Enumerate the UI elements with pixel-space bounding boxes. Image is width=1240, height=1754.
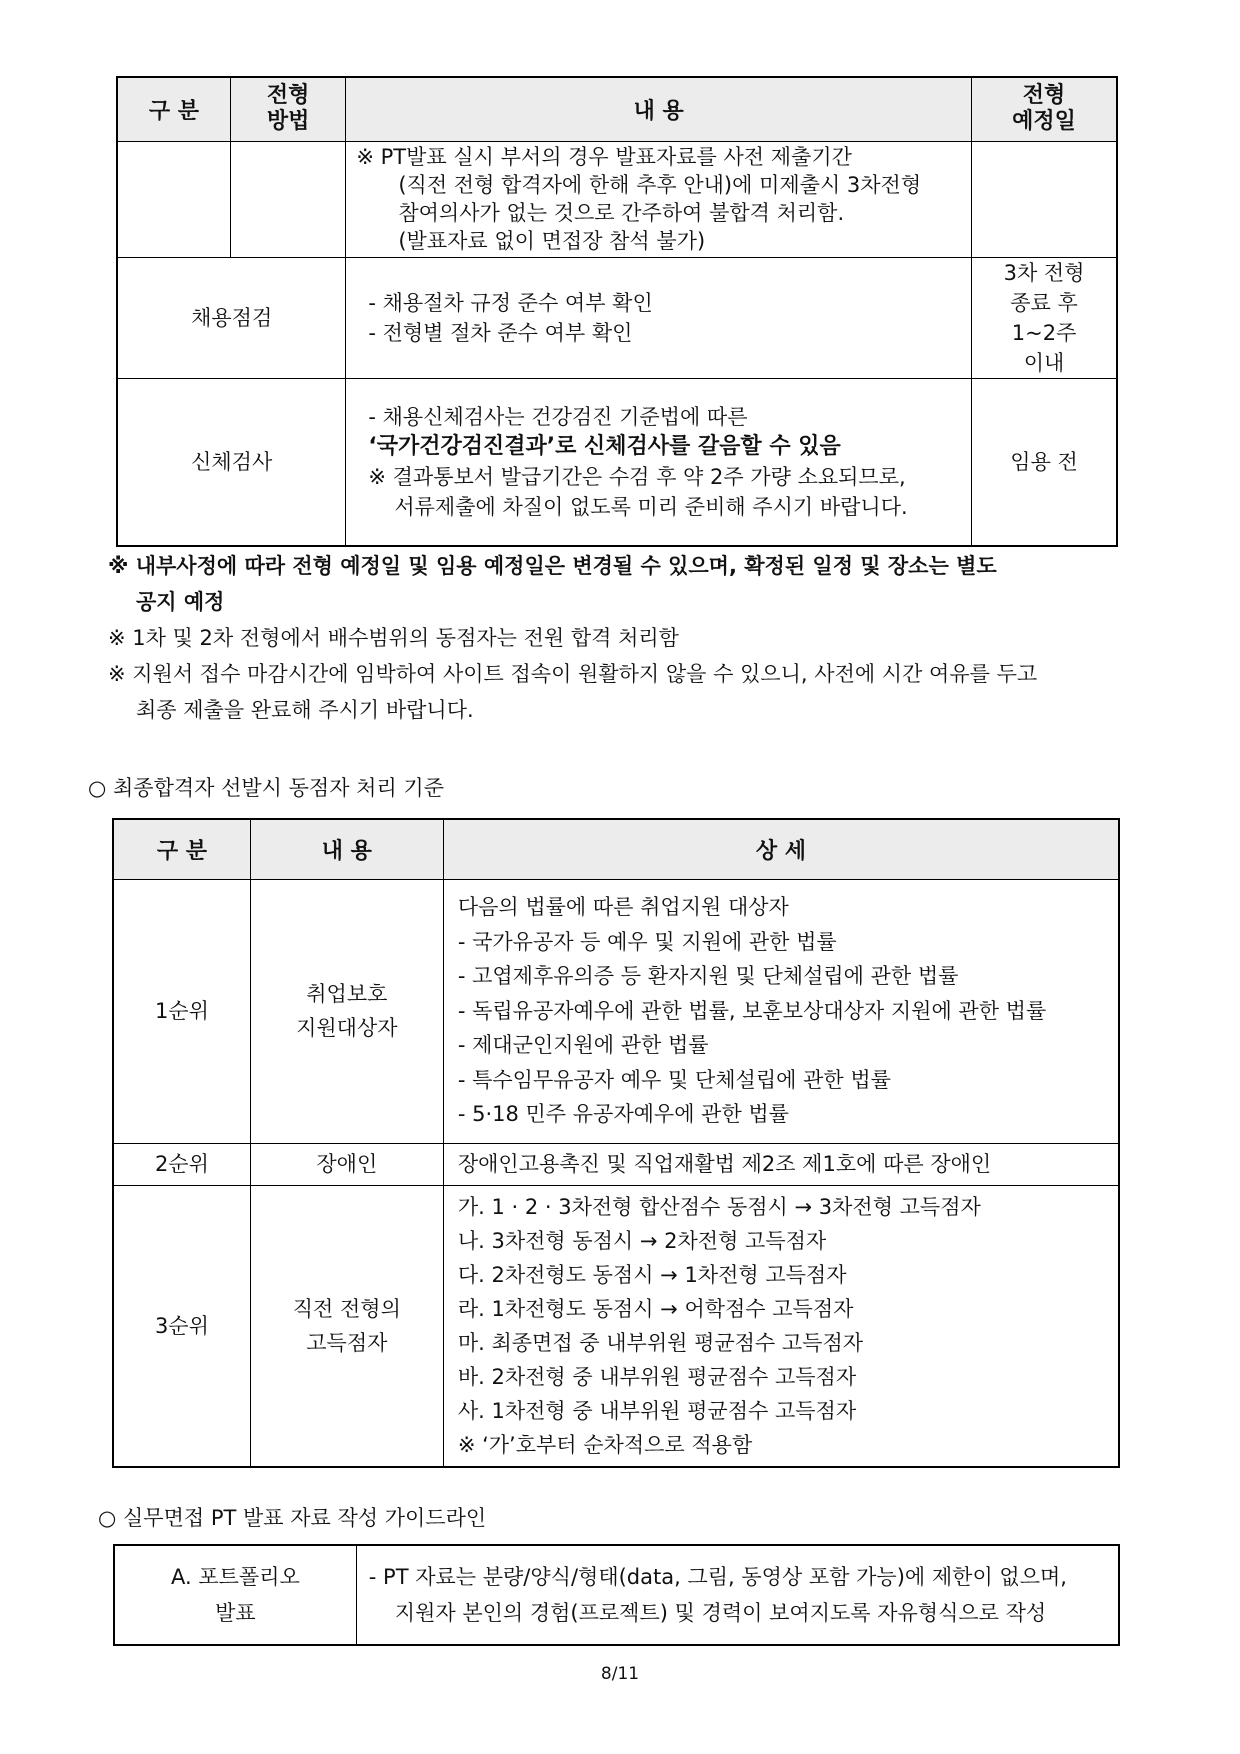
- date-line: 종료 후: [1010, 290, 1078, 315]
- row-category: 채용점검: [117, 257, 346, 378]
- empty-cell: [972, 141, 1117, 257]
- rank-cell: 1순위: [113, 879, 250, 1143]
- header-content: 내 용: [250, 819, 443, 879]
- pt-note-line: (발표자료 없이 면접장 참석 불가): [398, 229, 706, 253]
- header-method-line: 전형: [266, 83, 310, 109]
- header-method: [230, 77, 345, 141]
- header-date-line: 전형: [1022, 83, 1066, 109]
- detail-line: - 독립유공자예우에 관한 법률, 보훈보상대상자 지원에 관한 법률: [457, 998, 1047, 1023]
- pt-note-cell: [346, 141, 972, 257]
- row-date: [972, 378, 1117, 546]
- section-title-tiebreak: ○ 최종합격자 선발시 동점자 처리 기준: [88, 776, 444, 800]
- pt-content-line: - PT 자료는 분량/양식/형태(data, 그림, 동영상 포함 가능)에 제한이 없으며,: [368, 1565, 1067, 1589]
- content-line: ‘국가건강검진결과’로 신체검사를 갈음할 수 있음: [368, 433, 841, 459]
- pt-content-cell: [356, 1545, 1119, 1645]
- content-line: 지원대상자: [296, 1016, 398, 1040]
- row-date: [972, 257, 1117, 378]
- detail-line: - 특수임무유공자 예우 및 단체설립에 관한 법률: [457, 1067, 891, 1092]
- content-line: ※ 결과통보서 발급기간은 수검 후 약 2주 가량 소요되므로,: [368, 464, 906, 489]
- content-line: - 채용신체검사는 건강검진 기준법에 따른: [368, 404, 748, 429]
- pt-content-line: 지원자 본인의 경험(프로젝트) 및 경력이 보여지도록 자유형식으로 작성: [394, 1601, 1047, 1625]
- header-rank: 구 분: [113, 819, 250, 879]
- rank-cell: 2순위: [113, 1143, 250, 1185]
- note-schedule-change-cont: 공지 예정: [136, 590, 225, 614]
- row-content: [346, 257, 972, 378]
- content-line: 고득점자: [306, 1330, 388, 1355]
- header-category: 구 분: [117, 77, 230, 141]
- section-title-pt-guideline: ○ 실무면접 PT 발표 자료 작성 가이드라인: [98, 1506, 487, 1530]
- detail-cell: [443, 879, 1119, 1143]
- content-cell: 장애인: [250, 1143, 443, 1185]
- detail-line: ※ ‘가’호부터 순차적으로 적용함: [457, 1432, 753, 1457]
- empty-cell: [117, 141, 230, 257]
- note-schedule-change: ※ 내부사정에 따라 전형 예정일 및 임용 예정일은 변경될 수 있으며, 확정된 일정 및 장소는 별도: [108, 554, 997, 578]
- detail-line: - 5·18 민주 유공자예우에 관한 법률: [457, 1102, 789, 1127]
- row-content: [346, 378, 972, 546]
- detail-line: 가. 1 · 2 · 3차전형 합산점수 동점시 → 3차전형 고득점자: [457, 1194, 981, 1219]
- date-line: 이내: [1023, 350, 1065, 375]
- detail-line: 나. 3차전형 동점시 → 2차전형 고득점자: [457, 1228, 827, 1253]
- content-line: 직전 전형의: [292, 1296, 401, 1321]
- detail-line: 다음의 법률에 따른 취업지원 대상자: [457, 895, 789, 920]
- header-date-line: 예정일: [1012, 109, 1076, 135]
- content-line: - 전형별 절차 준수 여부 확인: [368, 320, 633, 345]
- detail-line: 마. 최종면접 중 내부위원 평균점수 고득점자: [457, 1330, 864, 1355]
- note-tie-pass: ※ 1차 및 2차 전형에서 배수범위의 동점자는 전원 합격 처리함: [108, 626, 679, 650]
- page-number: 8/11: [600, 1664, 640, 1684]
- detail-line: 바. 2차전형 중 내부위원 평균점수 고득점자: [457, 1364, 857, 1389]
- detail-line: 라. 1차전형도 동점시 → 어학점수 고득점자: [457, 1296, 854, 1321]
- detail-line: - 고엽제후유의증 등 환자지원 및 단체설립에 관한 법률: [457, 964, 959, 989]
- note-deadline: ※ 지원서 접수 마감시간에 임박하여 사이트 접속이 원활하지 않을 수 있으니, 사전에 시간 여유를 두고: [108, 662, 1038, 686]
- pt-note-line: 참여의사가 없는 것으로 간주하여 불합격 처리함.: [398, 201, 845, 225]
- header-detail: 상 세: [443, 819, 1119, 879]
- pt-note-line: (직전 전형 합격자에 한해 추후 안내)에 미제출시 3차전형: [398, 173, 922, 197]
- pt-label-cell: [114, 1545, 356, 1645]
- tiebreak-table: [112, 818, 1120, 1468]
- content-cell: [250, 879, 443, 1143]
- header-content: 내 용: [346, 77, 972, 141]
- content-line: - 채용절차 규정 준수 여부 확인: [368, 290, 653, 315]
- pt-label-line: A. 포트폴리오: [171, 1565, 300, 1589]
- header-date: [972, 77, 1117, 141]
- rank-cell: 3순위: [113, 1185, 250, 1467]
- date-line: 임용 전: [1010, 449, 1078, 474]
- content-line: 취업보호: [306, 982, 388, 1006]
- detail-line: 다. 2차전형도 동점시 → 1차전형 고득점자: [457, 1262, 847, 1287]
- empty-cell: [230, 141, 345, 257]
- header-method-line: 방법: [266, 109, 310, 135]
- content-line: 서류제출에 차질이 없도록 미리 준비해 주시기 바랍니다.: [394, 494, 908, 519]
- row-category: 신체검사: [117, 378, 346, 546]
- detail-line: - 제대군인지원에 관한 법률: [457, 1033, 709, 1058]
- content-cell: [250, 1185, 443, 1467]
- detail-cell: 장애인고용촉진 및 직업재활법 제2조 제1호에 따른 장애인: [443, 1143, 1119, 1185]
- pt-note-line: ※ PT발표 실시 부서의 경우 발표자료를 사전 제출기간: [356, 145, 852, 169]
- detail-line: 사. 1차전형 중 내부위원 평균점수 고득점자: [457, 1398, 857, 1423]
- date-line: 1~2주: [1011, 320, 1077, 345]
- detail-line: - 국가유공자 등 예우 및 지원에 관한 법률: [457, 929, 837, 954]
- note-deadline-cont: 최종 제출을 완료해 주시기 바랍니다.: [136, 698, 474, 722]
- date-line: 3차 전형: [1003, 260, 1085, 285]
- recruitment-process-table: [116, 76, 1118, 547]
- pt-label-line: 발표: [215, 1601, 256, 1625]
- pt-guideline-table: [113, 1544, 1120, 1646]
- detail-cell: [443, 1185, 1119, 1467]
